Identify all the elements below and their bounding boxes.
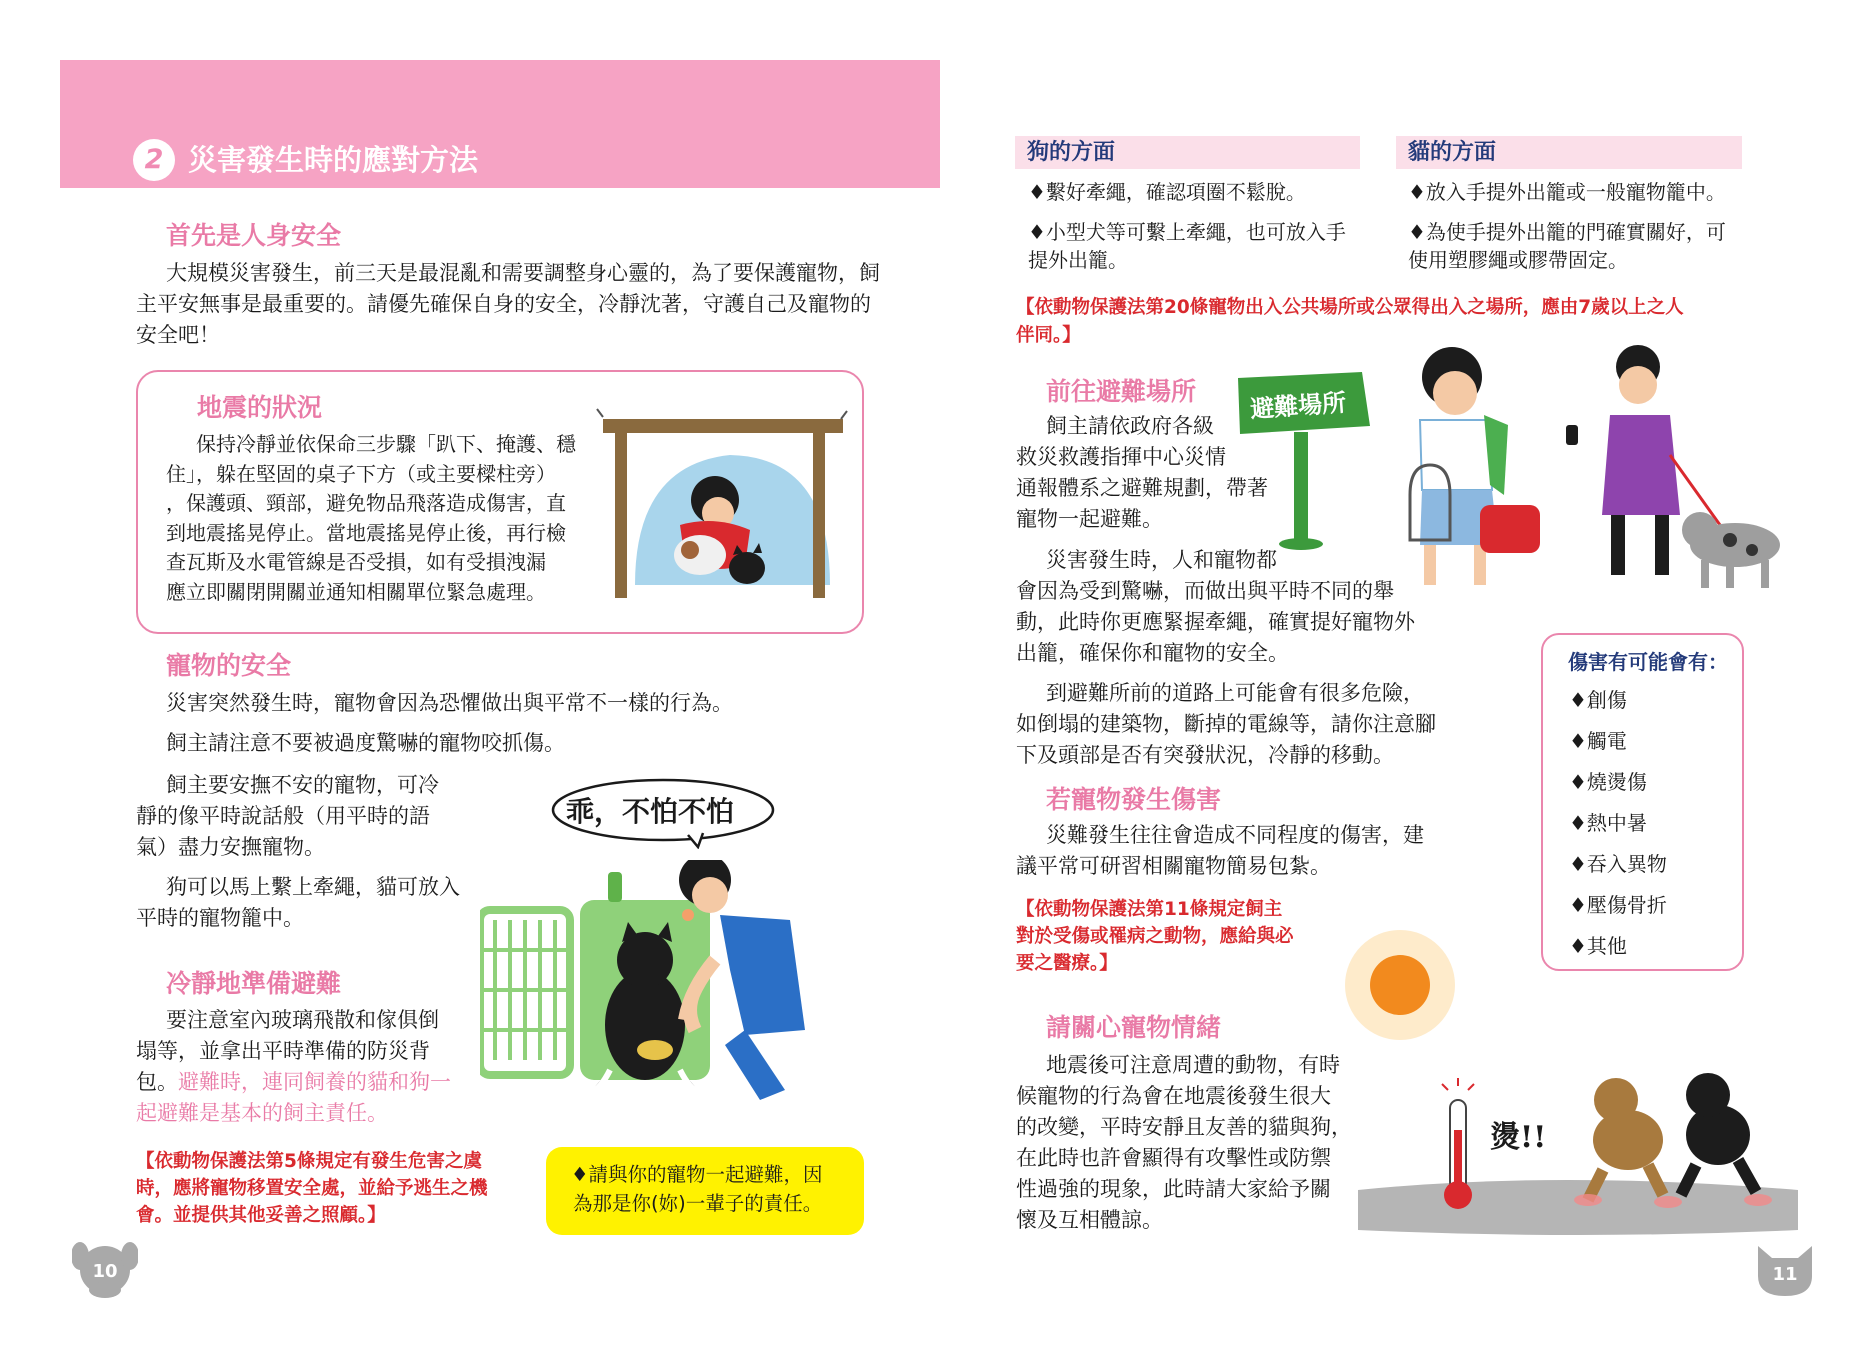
heading-personal-safety: 首先是人身安全 [166, 221, 342, 250]
pet-safety-p4: 狗可以馬上繫上牽繩，貓可放入 平時的寵物籠中。 [136, 875, 460, 930]
shelter-p2: 災害發生時，人和寵物都 會因為受到驚嚇，而做出與平時不同的舉 動，此時你更應緊握牽繩，確實提好寵物外 出籠，確保你和寵物的安全。 [1016, 548, 1415, 665]
cat-bullet-1: ♦放入手提外出籠或一般寵物籠中。 [1408, 180, 1726, 204]
legal-article-5: 【依動物保護法第5條規定有發生危害之虞 時，應將寵物移置安全處，並給予逃生之機 會。並提供其他妥善之照顧。】 [136, 1151, 488, 1226]
injury-item: ♦吞入異物 [1569, 852, 1667, 876]
earthquake-table-illustration [595, 405, 855, 605]
personal-safety-text: 大規模災害發生，前三天是最混亂和需要調整身心靈的，為了要保護寵物，飼 主平安無事是最重要的。請優先確保自身的安全，冷靜沈著，守護自己及寵物的 安全吧！ [136, 261, 880, 347]
page-number-right: 11 [1772, 1264, 1798, 1285]
injury-item: ♦創傷 [1569, 688, 1627, 712]
pet-emotion-text: 地震後可注意周遭的動物，有時 候寵物的行為會在地震後發生很大 的改變，平時安靜且友善的貓與狗， 在此時也許會顯得有攻擊性或防禦 性過強的現象，此時請大家給予關 懷及互相體諒。 [1016, 1053, 1352, 1232]
legal-article-11: 【依動物保護法第11條規定飼主 對於受傷或罹病之動物，應給與必 要之醫療。】 [1016, 899, 1294, 974]
heading-pet-injury: 若寵物發生傷害 [1046, 785, 1222, 814]
legal-article-20: 【依動物保護法第20條寵物出入公共場所或公眾得出入之場所，應由7歲以上之人 伴同。】 [1016, 297, 1684, 346]
injury-item: ♦其他 [1569, 934, 1627, 958]
page-number-left: 10 [92, 1261, 118, 1282]
pet-injury-text: 災難發生往往會造成不同程度的傷害，建 議平常可研習相關寵物簡易包紮。 [1016, 823, 1424, 878]
dog-bullet-1: ♦繫好牽繩，確認項圈不鬆脫。 [1028, 180, 1306, 204]
callout-text: ♦請與你的寵物一起避難，因 為那是你(妳)一輩子的責任。 [571, 1163, 823, 1215]
dog-bullet-2: ♦小型犬等可繫上牽繩，也可放入手 提外出籠。 [1028, 220, 1346, 272]
injury-item: ♦壓傷骨折 [1569, 893, 1667, 917]
evac-prep-text: 要注意室內玻璃飛散和傢俱倒 塌等，並拿出平時準備的防災背 包。避難時，連同飼養的貓和狗一 起避難是基本的飼主責任。 [136, 1008, 451, 1125]
shelter-p1: 飼主請依政府各級 救災救護指揮中心災情 通報體系之避難規劃，帶著 寵物一起避難。 [1016, 414, 1268, 531]
dog-heading: 狗的方面 [1015, 136, 1360, 169]
pet-safety-p1: 災害突然發生時，寵物會因為恐懼做出與平常不一樣的行為。 [166, 691, 733, 715]
heading-go-shelter: 前往避難場所 [1046, 377, 1197, 406]
sun-illustration [1340, 925, 1460, 1045]
pet-safety-p3: 飼主要安撫不安的寵物，可冷 靜的像平時說話般（用平時的語 氣）盡力安撫寵物。 [136, 773, 439, 859]
cat-heading: 貓的方面 [1396, 136, 1742, 169]
shelter-sign-text: 避難場所 [1249, 388, 1348, 424]
injury-item: ♦熱中暑 [1569, 811, 1647, 835]
hot-exclamation: 燙!! [1490, 1120, 1547, 1155]
cat-bullet-2: ♦為使手提外出籠的門確實關好，可 使用塑膠繩或膠帶固定。 [1408, 220, 1726, 272]
carrier-cat-illustration [480, 860, 870, 1110]
heading-earthquake: 地震的狀況 [197, 393, 323, 422]
injury-item: ♦觸電 [1569, 729, 1627, 753]
injury-box-title: 傷害有可能會有： [1568, 650, 1728, 674]
shelter-p3: 到避難所前的道路上可能會有很多危險， 如倒塌的建築物，斷掉的電線等，請你注意腳 下及頭部是否有突發狀況，冷靜的移動。 [1016, 681, 1436, 767]
hot-ground-illustration [1358, 1040, 1798, 1240]
heading-pet-emotion: 請關心寵物情緒 [1046, 1013, 1222, 1042]
speech-text: 乖，不怕不怕 [566, 795, 735, 828]
section-title: 災害發生時的應對方法 [188, 143, 479, 177]
section-number-badge: 2 [133, 139, 175, 181]
earthquake-text: 保持冷靜並依保命三步驟「趴下、掩護、穩 住」，躲在堅固的桌子下方（或主要樑柱旁） ，保護頭、頸部，避免物品飛落造成傷害，直 到地震搖晃停止。當地震搖晃停止後，再行檢 查瓦斯及水電管線是否受損，如有受損洩漏 應立即關閉開關並通知相關單位緊急處理。 [166, 432, 576, 604]
evacuating-people-illustration [1380, 345, 1800, 605]
pet-safety-p2: 飼主請注意不要被過度驚嚇的寵物咬抓傷。 [166, 731, 565, 755]
heading-evac-prep: 冷靜地準備避難 [166, 969, 342, 998]
heading-pet-safety: 寵物的安全 [166, 651, 292, 680]
injury-item: ♦燒燙傷 [1569, 770, 1647, 794]
